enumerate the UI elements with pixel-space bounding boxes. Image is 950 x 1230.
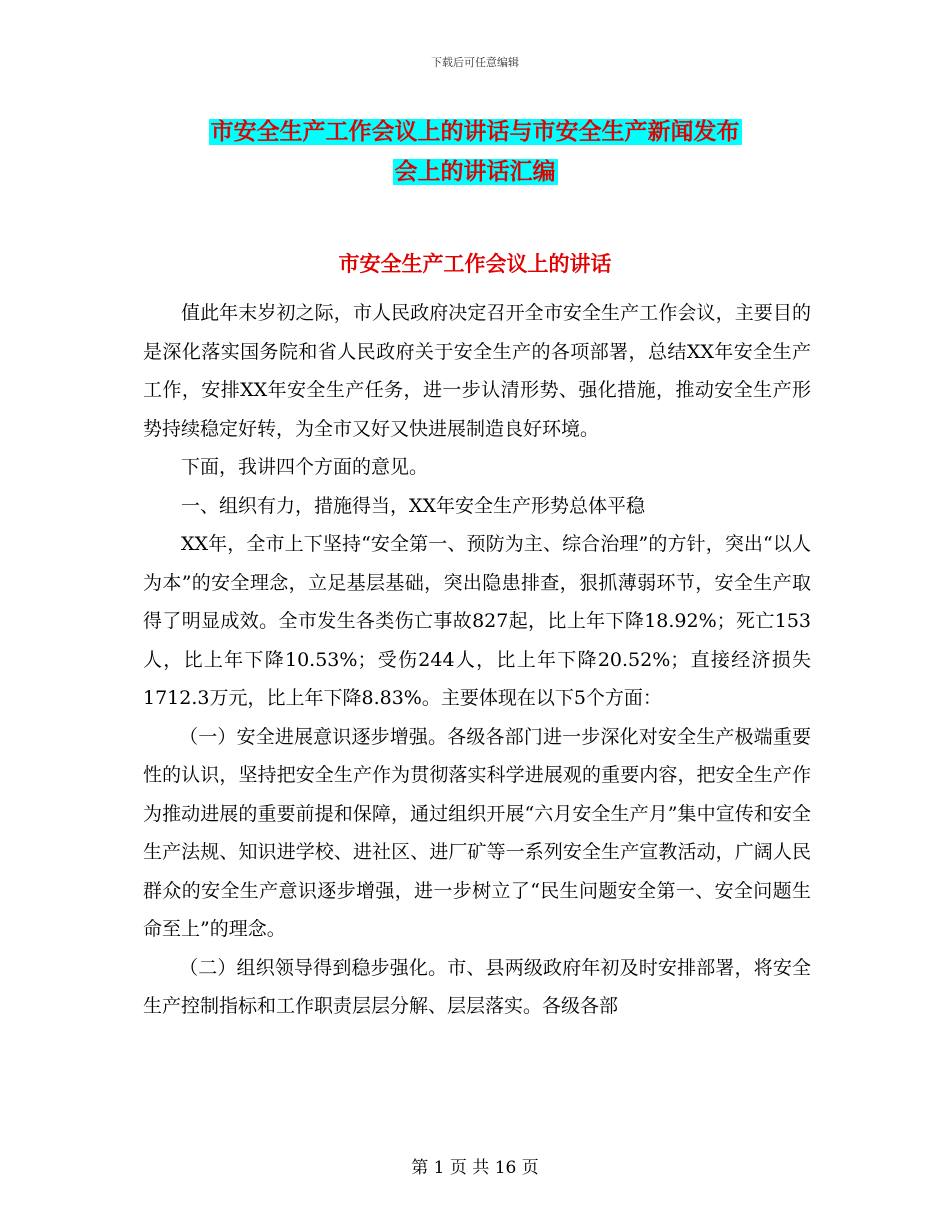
document-body — [143, 294, 811, 1026]
header-note: 下载后可任意编辑 — [431, 56, 519, 69]
document-title-line-2: 会上的讲话汇编 — [394, 159, 556, 185]
document-title — [0, 112, 950, 192]
page-footer: 第 1 页 共 16 页 — [411, 1158, 539, 1178]
paragraph-outline: 下面，我讲四个方面的意见。 — [181, 456, 429, 478]
section-title: 市安全生产工作会议上的讲话 — [338, 252, 612, 276]
paragraph-intro: 值此年末岁初之际，市人民政府决定召开全市安全生产工作会议，主要目的是深化落实国务院和省人民政府关于安全生产的各项部署，总结XX年安全生产工作，安排XX年安全生产任务，进一步认清形势、强化措施，推动安全生产形势持续稳定好转，为全市又好又快进展制造良好环境。 — [143, 302, 811, 440]
paragraph-item-1: （一）安全进展意识逐步增强。各级各部门进一步深化对安全生产极端重要性的认识，坚持把安全生产作为贯彻落实科学进展观的重要内容，把安全生产作为推动进展的重要前提和保障，通过组织开展“六月安全生产月”集中宣传和安全生产法规、知识进学校、进社区、进厂矿等一系列安全生产宣教活动，广阔人民群众的安全生产意识逐步增强，进一步树立了“民生问题安全第一、安全问题生命至上”的理念。 — [143, 725, 811, 940]
paragraph-statistics: XX年，全市上下坚持“安全第一、预防为主、综合治理”的方针，突出“以人为本”的安全理念，立足基层基础，突出隐患排查，狠抓薄弱环节，安全生产取得了明显成效。全市发生各类伤亡事故827起，比上年下降18.92%；死亡153人，比上年下降10.53%；受伤244人，比上年下降20.52%；直接经济损失1712.3万元，比上年下降8.83%。主要体现在以下5个方面： — [143, 533, 811, 709]
document-title-line-1: 市安全生产工作会议上的讲话与市安全生产新闻发布 — [210, 119, 740, 145]
paragraph-item-2: （二）组织领导得到稳步强化。市、县两级政府年初及时安排部署，将安全生产控制指标和工作职责层层分解、层层落实。各级各部 — [143, 956, 811, 1017]
heading-part-one: 一、组织有力，措施得当，XX年安全生产形势总体平稳 — [181, 494, 646, 517]
